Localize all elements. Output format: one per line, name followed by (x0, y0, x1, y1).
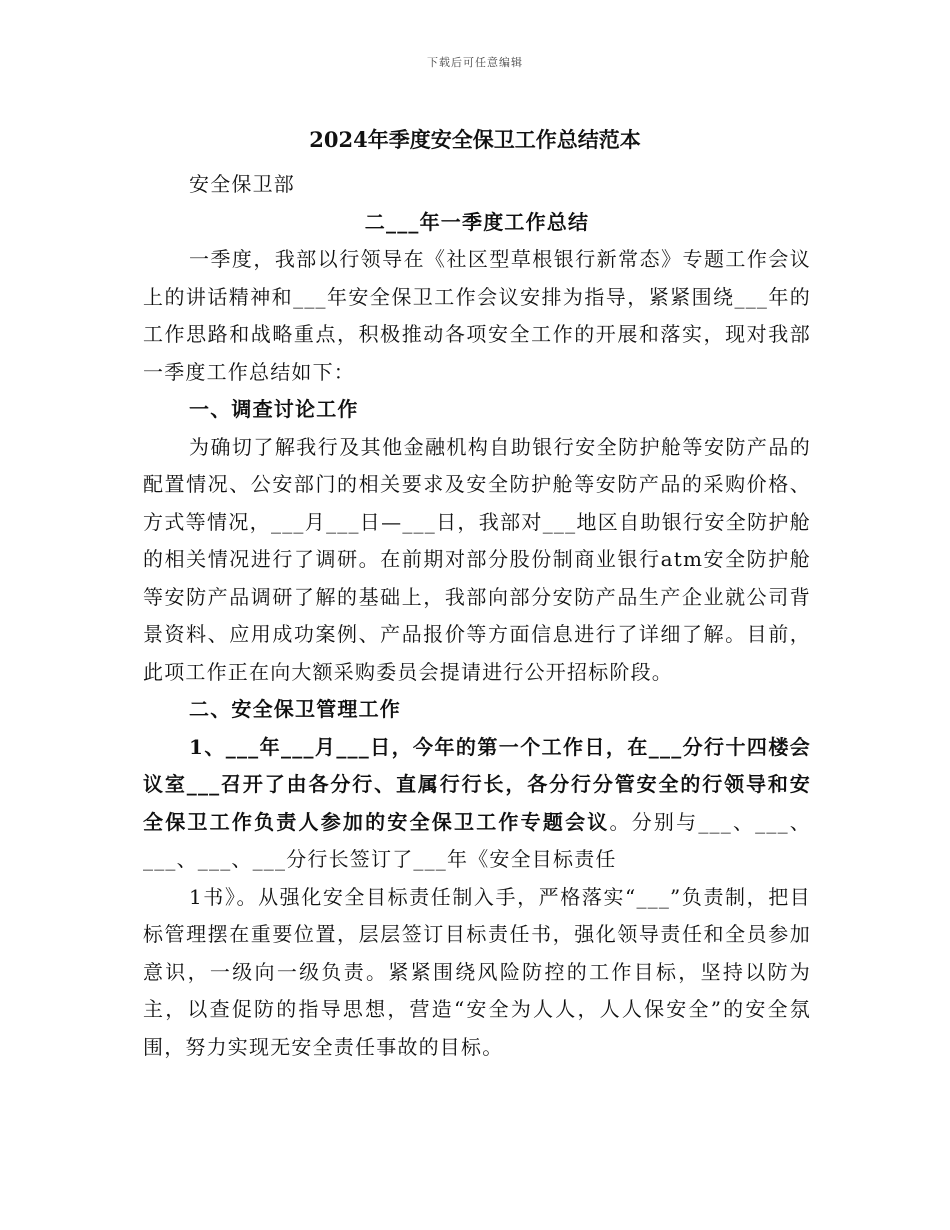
meeting-paragraph-rest: 。分别与___、___、___、___、___分行长签订了___年《安全目标责任 (143, 809, 811, 871)
intro-paragraph: 一季度，我部以行领导在《社区型草根银行新常态》专题工作会议上的讲话精神和___年安全保卫工作会议安排为指导，紧紧围绕___年的工作思路和战略重点，积极推动各项安全工作的开展和落实，现对我部一季度工作总结如下： (143, 247, 811, 384)
document-body (143, 166, 811, 1066)
meeting-paragraph-bold: 1、___年___月___日，今年的第一个工作日，在___分行十四楼会议室___召开了由各分行、直属行行长，各分行分管安全的行领导和安全保卫工作负责人参加的安全保卫工作专题会议 (143, 734, 811, 834)
header-note: 下载后可任意编辑 (427, 56, 523, 69)
heading-research: 一、调查讨论工作 (189, 397, 359, 421)
document-title: 2024年季度安全保卫工作总结范本 (309, 127, 641, 152)
department-line: 安全保卫部 (189, 172, 295, 196)
section-title: 二___年一季度工作总结 (364, 209, 590, 234)
research-paragraph: 为确切了解我行及其他金融机构自助银行安全防护舱等安防产品的配置情况、公安部门的相关要求及安全防护舱等安防产品的采购价格、方式等情况，___月___日—___日，我部对___地区自助银行安全防护舱的相关情况进行了调研。在前期对部分股份制商业银行atm安全防护舱等安防产品调研了解的基础上，我部向部分安防产品生产企业就公司背景资料、应用成功案例、产品报价等方面信息进行了详细了解。目前，此项工作正在向大额采购委员会提请进行公开招标阶段。 (143, 434, 811, 684)
responsibility-paragraph: 1书》。从强化安全目标责任制入手，严格落实“___”负责制，把目标管理摆在重要位置，层层签订目标责任书，强化领导责任和全员参加意识，一级向一级负责。紧紧围绕风险防控的工作目标，坚持以防为主，以查促防的指导思想，营造“安全为人人，人人保安全”的安全氛围，努力实现无安全责任事故的目标。 (143, 884, 811, 1059)
meeting-paragraph (143, 729, 811, 879)
heading-security-management: 二、安全保卫管理工作 (189, 697, 401, 721)
